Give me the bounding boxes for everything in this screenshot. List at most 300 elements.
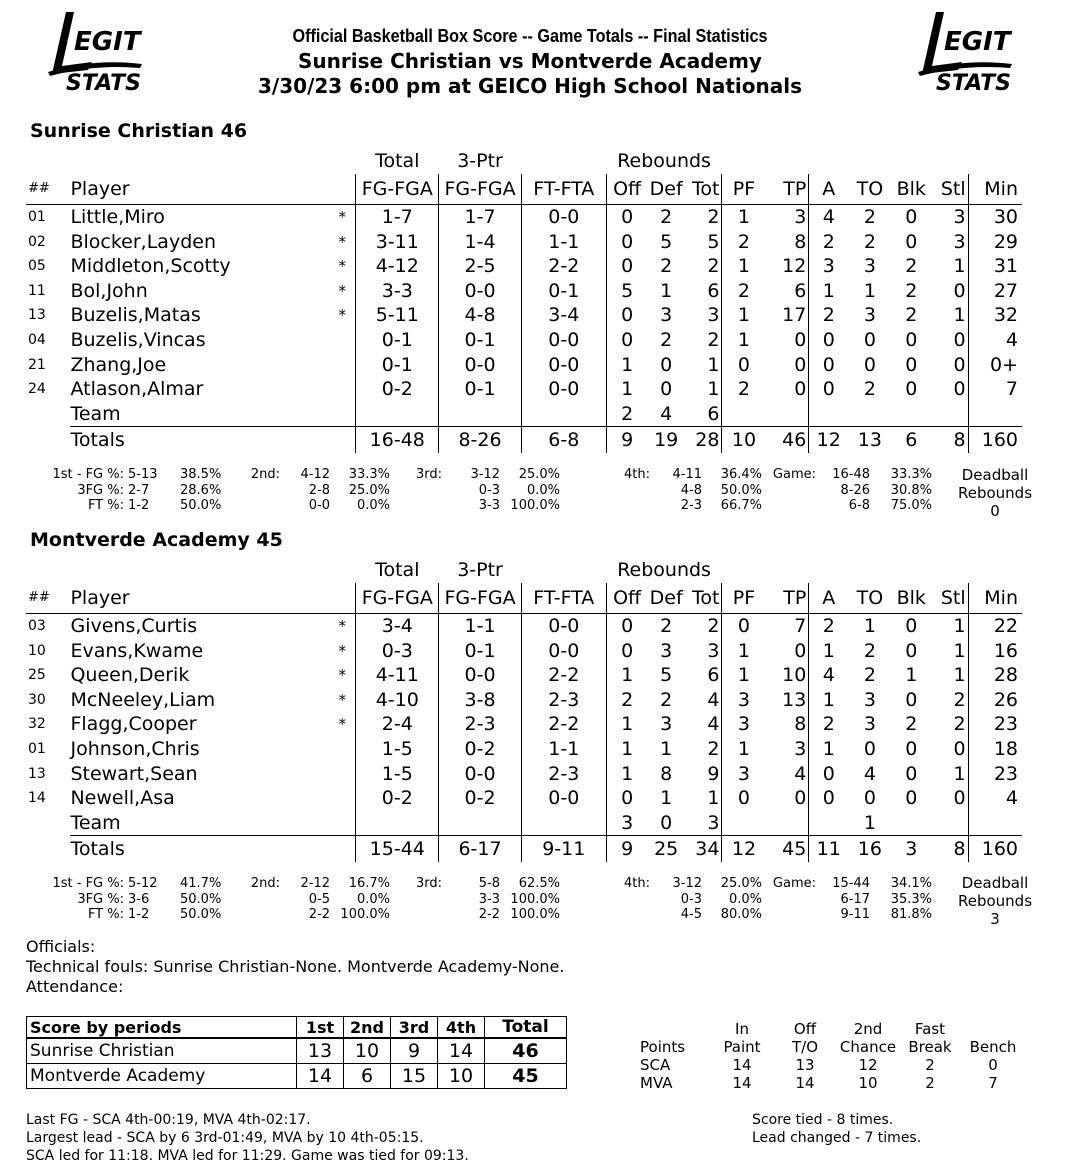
quarter-percent: 41.7% [180, 876, 222, 891]
player-name: Evans,Kwame [70, 639, 204, 662]
player-3fg: 2-5 [439, 254, 522, 279]
lead-changed: Lead changed - 7 times. [752, 1130, 922, 1146]
totals-steals: 8 [931, 427, 968, 454]
player-steals: 0 [931, 328, 968, 353]
player-fg: 3-3 [356, 279, 439, 304]
header-stl: Stl [931, 174, 968, 205]
player-off-reb: 1 [606, 712, 647, 737]
header-min: Min [968, 583, 1022, 614]
quarter-percent: 50.0% [180, 498, 222, 513]
player-assists: 0 [822, 762, 835, 785]
empty-cell [329, 174, 356, 205]
quarter-made-attempted: 5-8 [478, 876, 500, 891]
player-row [26, 254, 1022, 279]
logo-text-bottom: STATS [936, 71, 1011, 94]
report-header [200, 26, 860, 98]
empty-cell [931, 557, 968, 583]
totals-points: 45 [765, 836, 808, 863]
sbp-total: 45 [485, 1063, 567, 1088]
player-name: Newell,Asa [70, 787, 175, 810]
player-ft: 0-0 [521, 614, 606, 639]
officials-section [26, 937, 564, 997]
player-pf: 2 [737, 279, 750, 302]
player-fg: 4-10 [356, 688, 439, 713]
player-tot-reb: 3 [685, 639, 722, 664]
header-3fg: FG-FGA [439, 174, 522, 205]
player-turnovers: 2 [863, 664, 876, 687]
quarter-percent: 36.4% [720, 467, 762, 482]
quarter-made-attempted: 0-3 [680, 891, 702, 907]
player-pf: 3 [737, 688, 750, 711]
player-name: Givens,Curtis [70, 615, 198, 637]
totals-3fg: 6-17 [439, 836, 522, 863]
player-points: 10 [765, 663, 808, 688]
totals-blocks: 6 [892, 427, 931, 454]
quarter-made-attempted: 3-12 [672, 876, 702, 891]
totals-off-reb: 9 [606, 427, 647, 454]
player-steals: 2 [931, 688, 968, 713]
header-row [26, 583, 1022, 614]
player-steals: 0 [931, 786, 968, 811]
player-number: 14 [28, 790, 46, 807]
quarter-percent: 0.0% [356, 498, 390, 513]
points-header: T/O [791, 1038, 819, 1056]
player-row [26, 663, 1022, 688]
player-steals: 0 [931, 353, 968, 378]
player-row [26, 377, 1022, 402]
totals-ft: 6-8 [521, 427, 606, 454]
player-assists: 0 [822, 787, 835, 810]
team-off-reb: 3 [606, 811, 647, 836]
player-off-reb: 2 [606, 688, 647, 713]
quarter-made-attempted: 15-44 [832, 876, 870, 891]
player-off-reb: 1 [606, 737, 647, 762]
player-def-reb: 1 [660, 737, 673, 760]
player-tot-reb: 1 [685, 786, 722, 811]
player-points: 0 [765, 353, 808, 378]
totals-steals: 8 [931, 836, 968, 863]
points-2nd-chance: 10 [858, 1074, 878, 1092]
player-off-reb: 1 [606, 762, 647, 787]
player-row [26, 762, 1022, 787]
player-off-reb: 0 [606, 786, 647, 811]
quarter-made-attempted: 0-3 [478, 482, 500, 498]
totals-label: Totals [70, 427, 329, 454]
player-points: 4 [765, 762, 808, 787]
totals-turnovers: 13 [848, 427, 891, 454]
player-3fg: 0-1 [439, 328, 522, 353]
player-tot-reb: 1 [685, 353, 722, 378]
quarter-percent: 100.0% [340, 907, 390, 922]
player-steals: 3 [931, 230, 968, 255]
quarter-label: 3FG %: [77, 891, 124, 907]
quarter-percent: 100.0% [510, 907, 560, 922]
quarter-percent: 0.0% [356, 891, 390, 907]
player-minutes: 32 [993, 304, 1018, 327]
points-header: Paint [723, 1038, 761, 1056]
attendance: Attendance: [26, 977, 124, 996]
empty-cell [892, 811, 931, 836]
player-ft: 0-0 [521, 328, 606, 353]
totals-def-reb: 19 [648, 427, 685, 454]
header-rebounds: Rebounds [617, 150, 711, 172]
empty-cell [809, 557, 848, 583]
player-tot-reb: 2 [685, 328, 722, 353]
player-row [26, 639, 1022, 664]
player-row [26, 688, 1022, 713]
points-paint: 14 [732, 1074, 752, 1092]
player-turnovers: 3 [863, 713, 876, 736]
player-name: Buzelis,Matas [70, 304, 201, 327]
player-name: Blocker,Layden [70, 230, 216, 253]
sbp-row-away [27, 1063, 567, 1088]
player-blocks: 0 [905, 353, 918, 376]
quarter-made-attempted: 2-12 [300, 876, 330, 891]
player-off-reb: 0 [606, 230, 647, 255]
player-3fg: 0-1 [439, 377, 522, 402]
player-def-reb: 8 [660, 762, 673, 785]
player-assists: 4 [822, 206, 835, 228]
quarter-made-attempted: 4-12 [300, 467, 330, 482]
player-ft: 0-0 [521, 786, 606, 811]
sbp-q3: 9 [391, 1038, 438, 1063]
player-3fg: 0-2 [439, 737, 522, 762]
team-turnovers [848, 402, 891, 427]
starter-mark [329, 328, 356, 353]
player-off-reb: 0 [606, 303, 647, 328]
team-title-home: Sunrise Christian 46 [30, 120, 248, 142]
quarter-percent: 0.0% [526, 482, 560, 498]
player-row [26, 205, 1022, 230]
player-blocks: 2 [905, 713, 918, 736]
header-min: Min [968, 174, 1022, 205]
totals-pf: 10 [722, 427, 765, 454]
header-tot: Tot [685, 174, 722, 205]
player-turnovers: 4 [863, 762, 876, 785]
starter-mark: * [338, 617, 346, 635]
header-total: Total [375, 559, 420, 581]
player-ft: 0-0 [521, 353, 606, 378]
empty-cell [70, 557, 329, 583]
points-header: Break [908, 1038, 952, 1056]
header-to: TO [848, 174, 891, 205]
quarter-percent: 50.0% [720, 482, 762, 498]
header-stl: Stl [931, 583, 968, 614]
player-def-reb: 3 [660, 713, 673, 736]
team-tot-reb: 6 [685, 402, 722, 427]
player-number: 11 [28, 282, 46, 299]
quarter-percent: 33.3% [348, 467, 390, 482]
empty-cell [722, 402, 765, 427]
quarter-percent: 35.3% [890, 891, 932, 907]
starter-mark: * [338, 281, 346, 300]
empty-cell [439, 811, 522, 836]
quarter-percent: 30.8% [890, 482, 932, 498]
empty-cell [26, 557, 70, 583]
points-header: In [735, 1020, 749, 1038]
quarter-percent: 16.7% [348, 876, 390, 891]
player-tot-reb: 2 [685, 205, 722, 230]
sbp-header-total: Total [485, 1017, 567, 1039]
player-pf: 1 [737, 664, 750, 687]
quarter-made-attempted: 3-12 [470, 467, 500, 482]
header-blk: Blk [892, 583, 931, 614]
points-team: SCA [640, 1056, 671, 1074]
empty-cell [765, 402, 808, 427]
player-number: 01 [28, 740, 46, 757]
empty-cell [968, 402, 1022, 427]
header-ft: FT-FTA [521, 174, 606, 205]
player-name: Stewart,Sean [70, 762, 198, 785]
totals-label: Totals [70, 836, 329, 863]
points-header: Chance [839, 1038, 897, 1056]
player-turnovers: 0 [863, 737, 876, 760]
player-minutes: 4 [1005, 328, 1018, 351]
player-tot-reb: 9 [685, 762, 722, 787]
player-blocks: 0 [905, 206, 918, 228]
quarter-made-attempted: 4-11 [672, 467, 702, 482]
quarter-made-attempted: 4-8 [680, 482, 702, 498]
empty-cell [848, 557, 891, 583]
player-assists: 1 [822, 639, 835, 662]
quarter-percent: 100.0% [510, 891, 560, 907]
player-turnovers: 2 [863, 230, 876, 253]
player-blocks: 0 [905, 737, 918, 760]
player-blocks: 0 [905, 688, 918, 711]
player-tot-reb: 2 [685, 254, 722, 279]
header-pf: PF [722, 174, 765, 205]
player-off-reb: 5 [606, 279, 647, 304]
player-turnovers: 2 [863, 639, 876, 662]
empty-cell [329, 557, 356, 583]
empty-cell [809, 402, 848, 427]
quarter-percent: 75.0% [890, 498, 932, 513]
header-def: Def [648, 583, 685, 614]
player-fg: 0-2 [356, 377, 439, 402]
deadball-rebounds-away [945, 874, 1045, 928]
player-number: 21 [28, 356, 46, 373]
player-turnovers: 0 [863, 328, 876, 351]
deadball-label: Deadball [961, 466, 1029, 484]
player-number: 10 [28, 642, 46, 659]
totals-row [26, 427, 1022, 454]
player-3fg: 0-2 [439, 786, 522, 811]
sbp-header-q2: 2nd [344, 1017, 391, 1039]
player-def-reb: 2 [660, 328, 673, 351]
quarter-made-attempted: 2-2 [478, 907, 500, 922]
points-bench: 0 [988, 1056, 998, 1074]
player-pf: 3 [737, 713, 750, 736]
player-assists: 2 [822, 230, 835, 253]
starter-mark: * [338, 666, 346, 685]
player-row [26, 353, 1022, 378]
sbp-q4: 10 [438, 1063, 485, 1088]
player-minutes: 16 [993, 639, 1018, 662]
player-off-reb: 0 [606, 639, 647, 664]
rebounds-label: Rebounds [957, 484, 1033, 502]
quarter-made-attempted: 2-3 [680, 498, 702, 513]
totals-def-reb: 25 [648, 836, 685, 863]
empty-cell [809, 811, 848, 836]
player-points: 8 [765, 230, 808, 255]
legit-stats-logo-icon [44, 8, 144, 94]
team-def-reb: 0 [660, 811, 673, 834]
player-3fg: 1-7 [439, 205, 522, 230]
player-name: Bol,John [70, 279, 148, 302]
player-points: 0 [765, 328, 808, 353]
player-steals: 0 [931, 377, 968, 402]
sbp-q1: 14 [297, 1063, 344, 1088]
player-fg: 0-2 [356, 786, 439, 811]
player-pf: 1 [737, 206, 750, 228]
player-off-reb: 1 [606, 353, 647, 378]
player-ft: 2-3 [521, 762, 606, 787]
sbp-team: Sunrise Christian [27, 1038, 297, 1063]
player-points: 13 [765, 688, 808, 713]
player-def-reb: 2 [660, 688, 673, 711]
quarter-made-attempted: 1-2 [128, 498, 150, 513]
player-off-reb: 0 [606, 205, 647, 230]
player-blocks: 0 [905, 230, 918, 253]
quarter-made-attempted: 5-13 [128, 467, 158, 482]
points-2nd-chance: 12 [858, 1056, 878, 1074]
player-assists: 2 [822, 713, 835, 736]
starter-mark [329, 786, 356, 811]
totals-ft: 9-11 [521, 836, 606, 863]
header-player: Player [70, 174, 329, 205]
player-assists: 4 [822, 664, 835, 687]
logo-text-top: EGIT [944, 27, 1011, 57]
quarter-made-attempted: 2-8 [308, 482, 330, 498]
team-row [26, 811, 1022, 836]
player-minutes: 27 [993, 279, 1018, 302]
totals-assists: 11 [809, 836, 848, 863]
sbp-header-q1: 1st [297, 1017, 344, 1039]
player-blocks: 1 [905, 664, 918, 687]
totals-row [26, 836, 1022, 863]
player-minutes: 31 [993, 255, 1018, 278]
player-fg: 2-4 [356, 712, 439, 737]
player-number: 24 [28, 381, 46, 398]
player-pf: 0 [737, 615, 750, 637]
player-points: 17 [765, 303, 808, 328]
player-steals: 1 [931, 254, 968, 279]
player-row [26, 614, 1022, 639]
player-row [26, 737, 1022, 762]
points-off-to: 14 [795, 1074, 815, 1092]
player-steals: 2 [931, 712, 968, 737]
player-name: Atlason,Almar [70, 378, 204, 401]
totals-fg: 15-44 [356, 836, 439, 863]
player-3fg: 4-8 [439, 303, 522, 328]
player-def-reb: 2 [660, 206, 673, 228]
player-off-reb: 1 [606, 377, 647, 402]
player-points: 3 [765, 205, 808, 230]
empty-cell [892, 148, 931, 174]
header-a: A [809, 174, 848, 205]
player-points: 0 [765, 639, 808, 664]
quarter-stats-home [36, 467, 1036, 514]
empty-cell [722, 811, 765, 836]
totals-3fg: 8-26 [439, 427, 522, 454]
player-3fg: 0-0 [439, 663, 522, 688]
player-fg: 0-1 [356, 328, 439, 353]
quarter-made-attempted: 3-3 [478, 498, 500, 513]
player-turnovers: 1 [863, 279, 876, 302]
header-total: Total [375, 150, 420, 172]
team-def-reb: 4 [660, 402, 673, 425]
player-def-reb: 1 [660, 787, 673, 810]
header-to: TO [848, 583, 891, 614]
player-def-reb: 3 [660, 639, 673, 662]
player-pf: 2 [737, 230, 750, 253]
player-fg: 0-1 [356, 353, 439, 378]
quarter-percent: 62.5% [518, 876, 560, 891]
player-def-reb: 5 [660, 664, 673, 687]
quarter-percent: 66.7% [720, 498, 762, 513]
points-header: Off [793, 1020, 817, 1038]
deadball-label: Deadball [961, 874, 1029, 892]
player-minutes: 4 [1005, 787, 1018, 810]
starter-mark: * [338, 306, 346, 325]
sbp-row-home [27, 1038, 567, 1063]
player-number: 25 [28, 667, 46, 684]
player-blocks: 2 [905, 255, 918, 278]
player-3fg: 0-1 [439, 639, 522, 664]
led-for: SCA led for 11:18. MVA led for 11:29. Game was tied for 09:13. [26, 1148, 469, 1164]
team-label: Team [70, 402, 121, 425]
player-def-reb: 0 [660, 353, 673, 376]
quarter-label: 1st - FG %: [52, 467, 124, 482]
player-turnovers: 3 [863, 304, 876, 327]
player-number: 04 [28, 331, 46, 348]
empty-cell [439, 402, 522, 427]
quarter-percent: 33.3% [890, 467, 932, 482]
header-fg: FG-FGA [356, 583, 439, 614]
player-number: 03 [28, 618, 46, 634]
player-name: Zhang,Joe [70, 353, 167, 376]
header-off: Off [606, 174, 647, 205]
player-ft: 0-0 [521, 205, 606, 230]
quarter-label: 3rd: [415, 876, 442, 891]
quarter-stats-row [36, 907, 1036, 923]
player-fg: 3-4 [356, 614, 439, 639]
matchup-title: Sunrise Christian vs Montverde Academy [298, 49, 762, 73]
deadball-value: 0 [990, 502, 1000, 520]
header-tp: TP [765, 583, 808, 614]
empty-cell [521, 557, 606, 583]
player-def-reb: 2 [660, 615, 673, 637]
sbp-q4: 14 [438, 1038, 485, 1063]
header-group-row [26, 148, 1022, 174]
quarter-percent: 38.5% [180, 467, 222, 482]
quarter-percent: 80.0% [720, 907, 762, 922]
player-3fg: 0-0 [439, 279, 522, 304]
player-3fg: 0-0 [439, 353, 522, 378]
player-minutes: 29 [993, 230, 1018, 253]
header-tot: Tot [685, 583, 722, 614]
quarter-stats-away [36, 876, 1036, 923]
header-3fg: FG-FGA [439, 583, 522, 614]
player-fg: 5-11 [356, 303, 439, 328]
score-by-periods-table [26, 1016, 567, 1089]
quarter-made-attempted: 5-12 [128, 876, 158, 891]
sbp-total: 46 [485, 1038, 567, 1063]
sbp-q2: 10 [344, 1038, 391, 1063]
quarter-made-attempted: 2-2 [308, 907, 330, 922]
quarter-made-attempted: 6-8 [848, 498, 870, 513]
starter-mark: * [338, 208, 346, 226]
